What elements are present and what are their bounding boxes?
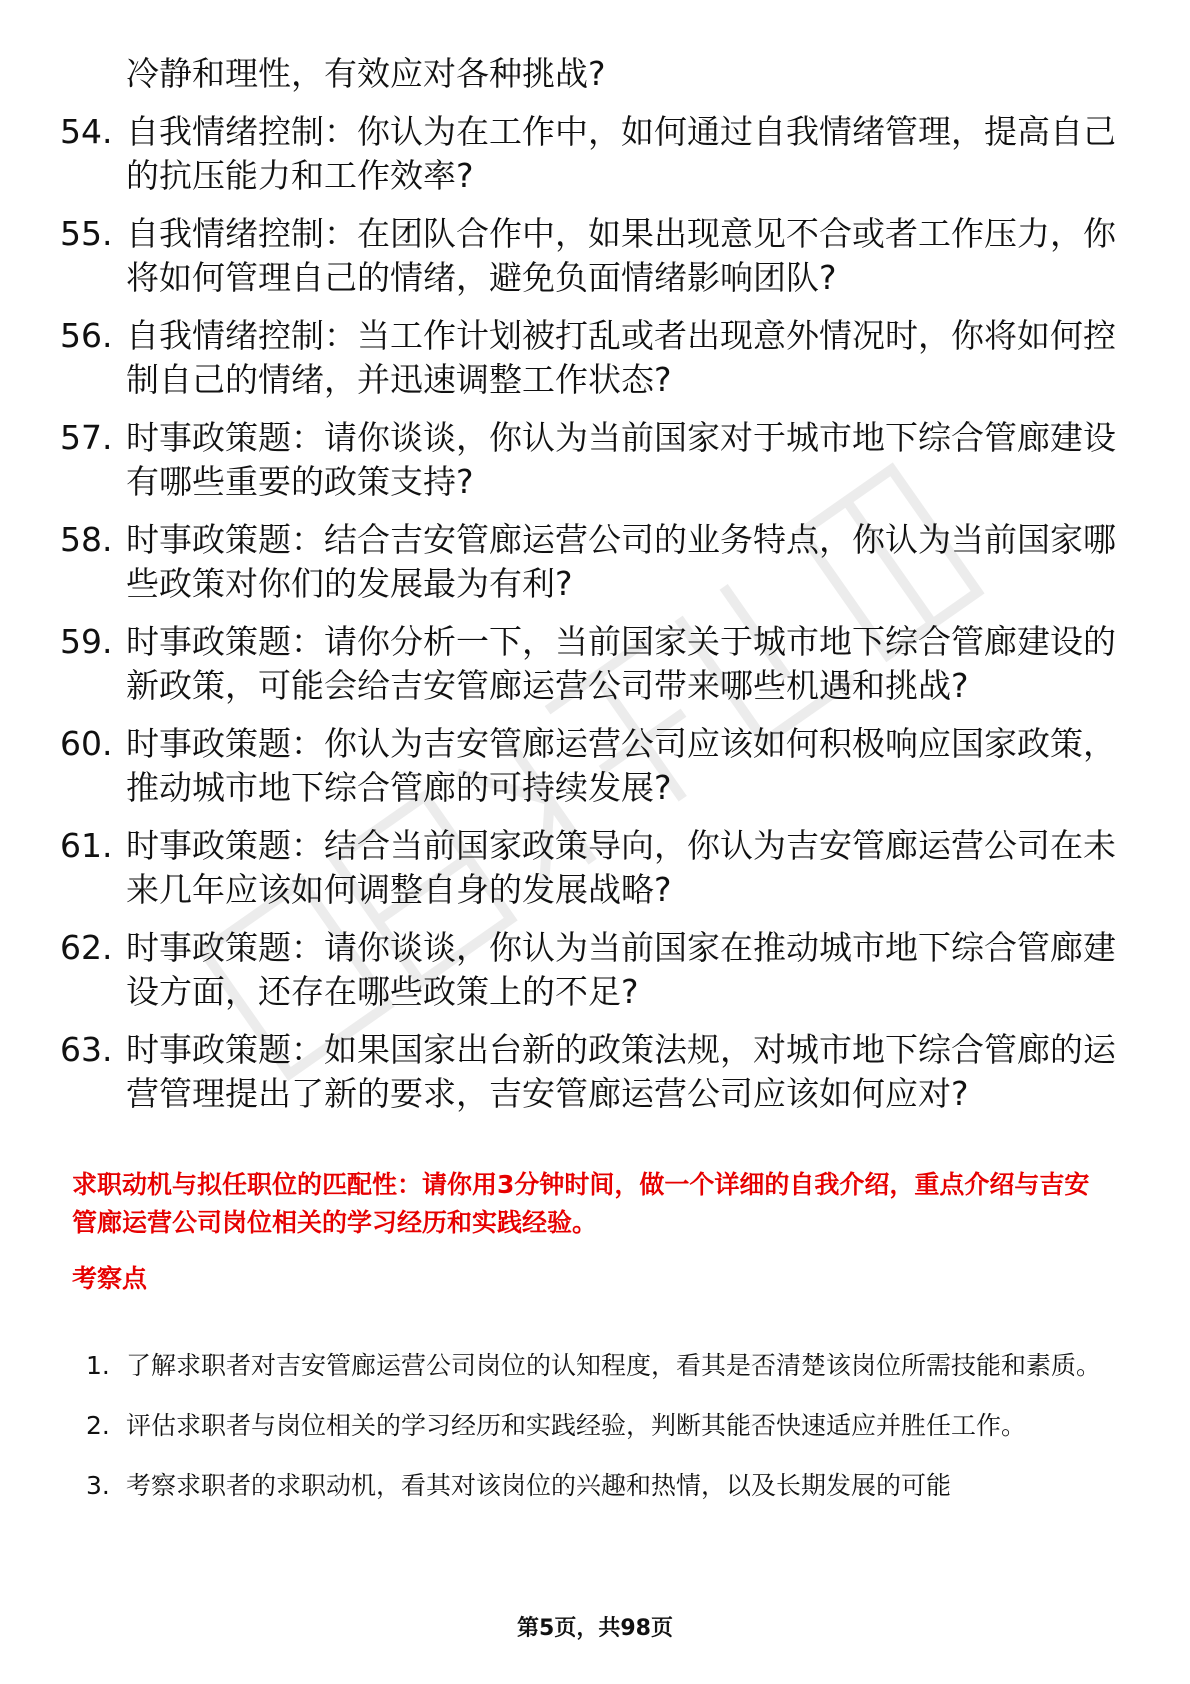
question-text: 自我情绪控制：你认为在工作中，如何通过自我情绪管理，提高自己的抗压能力和工作效率? xyxy=(126,112,1116,195)
question-number: 56. xyxy=(60,316,113,355)
question-text: 时事政策题：你认为吉安管廊运营公司应该如何积极响应国家政策，推动城市地下综合管廊的可持续发展? xyxy=(126,724,1116,807)
question-item xyxy=(60,1028,1140,1116)
question-text: 时事政策题：请你谈谈，你认为当前国家对于城市地下综合管廊建设有哪些重要的政策支持? xyxy=(126,418,1116,501)
question-text: 时事政策题：结合当前国家政策导向，你认为吉安管廊运营公司在未来几年应该如何调整自身的发展战略? xyxy=(126,826,1116,909)
section-title-assessment-points: 考察点 xyxy=(72,1264,148,1293)
question-item xyxy=(60,518,1140,606)
question-item xyxy=(60,314,1140,402)
question-list xyxy=(60,110,1140,1130)
point-text: 考察求职者的求职动机，看其对该岗位的兴趣和热情，以及长期发展的可能 xyxy=(126,1471,952,1500)
point-number: 2. xyxy=(86,1411,110,1440)
point-number: 1. xyxy=(86,1351,110,1380)
question-text: 时事政策题：如果国家出台新的政策法规，对城市地下综合管廊的运营管理提出了新的要求，吉安管廊运营公司应该如何应对? xyxy=(126,1030,1116,1113)
question-item xyxy=(60,416,1140,504)
question-number: 59. xyxy=(60,622,113,661)
assessment-point xyxy=(86,1396,1126,1456)
question-item xyxy=(60,110,1140,198)
page-footer: 第5页，共98页 xyxy=(517,1616,673,1641)
assessment-point xyxy=(86,1456,1126,1516)
point-text: 评估求职者与岗位相关的学习经历和实践经验，判断其能否快速适应并胜任工作。 xyxy=(126,1411,1027,1440)
question-item xyxy=(60,722,1140,810)
assessment-points-list xyxy=(86,1336,1126,1516)
question-number: 61. xyxy=(60,826,113,865)
question-number: 58. xyxy=(60,520,113,559)
point-number: 3. xyxy=(86,1471,110,1500)
assessment-point xyxy=(86,1336,1126,1396)
continued-question-text: 冷静和理性，有效应对各种挑战? xyxy=(126,54,606,93)
question-number: 62. xyxy=(60,928,113,967)
question-number: 57. xyxy=(60,418,113,457)
question-number: 63. xyxy=(60,1030,113,1069)
question-text: 自我情绪控制：当工作计划被打乱或者出现意外情况时，你将如何控制自己的情绪，并迅速调整工作状态? xyxy=(126,316,1116,399)
question-item xyxy=(60,926,1140,1014)
question-text: 自我情绪控制：在团队合作中，如果出现意见不合或者工作压力，你将如何管理自己的情绪，避免负面情绪影响团队? xyxy=(126,214,1116,297)
question-text: 时事政策题：请你谈谈，你认为当前国家在推动城市地下综合管廊建设方面，还存在哪些政策上的不足? xyxy=(126,928,1116,1011)
point-text: 了解求职者对吉安管廊运营公司岗位的认知程度，看其是否清楚该岗位所需技能和素质。 xyxy=(126,1351,1102,1380)
question-number: 54. xyxy=(60,112,113,151)
question-number: 60. xyxy=(60,724,113,763)
question-item xyxy=(60,824,1140,912)
question-number: 55. xyxy=(60,214,113,253)
highlighted-question: 求职动机与拟任职位的匹配性：请你用3分钟时间，做一个详细的自我介绍，重点介绍与吉安管廊运营公司岗位相关的学习经历和实践经验。 xyxy=(72,1170,1090,1237)
question-text: 时事政策题：结合吉安管廊运营公司的业务特点，你认为当前国家哪些政策对你们的发展最为有利? xyxy=(126,520,1116,603)
question-item xyxy=(60,620,1140,708)
question-item xyxy=(60,212,1140,300)
question-text: 时事政策题：请你分析一下，当前国家关于城市地下综合管廊建设的新政策，可能会给吉安管廊运营公司带来哪些机遇和挑战? xyxy=(126,622,1116,705)
